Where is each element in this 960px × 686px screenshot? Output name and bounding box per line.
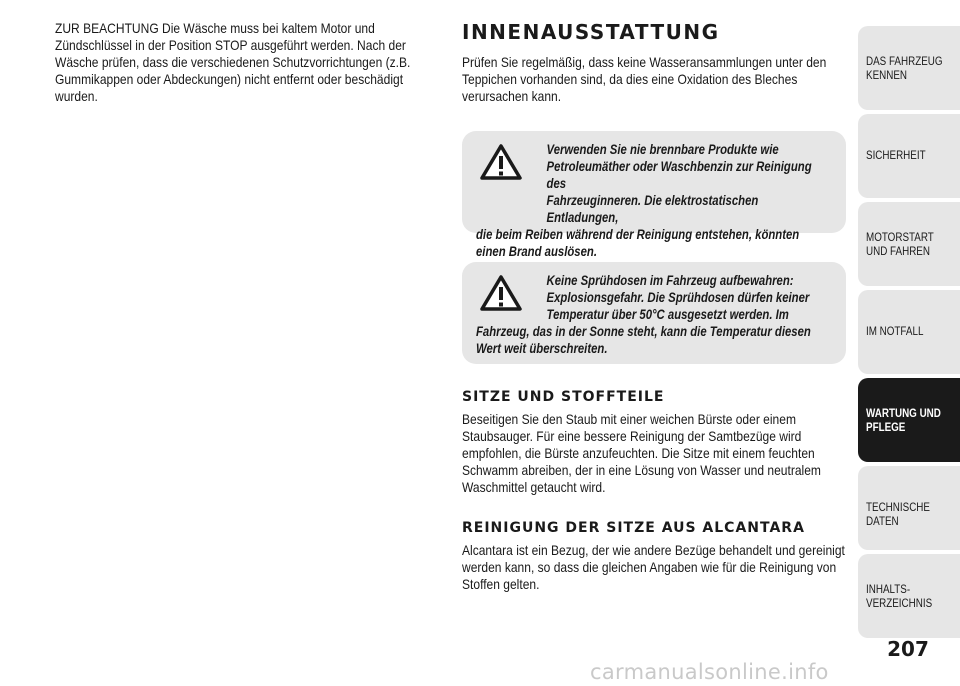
- warning-line: Explosionsgefahr. Die Sprühdosen dürfen keiner: [546, 290, 810, 305]
- tab-wartung-und-pflege[interactable]: [858, 378, 960, 462]
- section-title-interior: INNENAUSSTATTUNG: [462, 20, 720, 44]
- tab-label: SICHERHEIT: [866, 148, 926, 162]
- tab-label: INHALTS-VERZEICHNIS: [866, 582, 933, 610]
- warning-text-spray: [476, 272, 829, 357]
- warning-line: Verwenden Sie nie brennbare Produkte wie: [546, 142, 779, 157]
- page-number: 207: [887, 637, 929, 661]
- tab-label: TECHNISCHE DATEN: [866, 500, 930, 528]
- tab-label: MOTORSTART UND FAHREN: [866, 230, 934, 258]
- warning-line: die beim Reiben während der Reinigung entstehen, könnten einen Brand auslösen.: [476, 227, 800, 259]
- tab-das-fahrzeug-kennen[interactable]: [858, 26, 960, 110]
- warning-line: Temperatur über 50°C ausgesetzt werden. Im: [546, 307, 789, 322]
- warning-text-flammable: [476, 141, 829, 260]
- warning-line: Keine Sprühdosen im Fahrzeug aufbewahren:: [546, 273, 794, 288]
- watermark: carmanualsonline.info: [590, 660, 829, 684]
- note-paragraph: ZUR BEACHTUNG Die Wäsche muss bei kaltem Motor und Zündschlüssel in der Position STOP ausgeführt werden. Nach der Wäsche prüfen, dass die verschiedenen Schutzvorrichtungen (z.B. Gummikappen oder Abdeckungen) nicht entfernt oder beschädigt wurden.: [55, 20, 411, 104]
- alcantara-paragraph: Alcantara ist ein Bezug, der wie andere Bezüge behandelt und gereinigt werden kann, so dass die gleichen Angaben wie für die Reinigung von Stoffen gelten.: [462, 542, 845, 592]
- warning-box-spray: [462, 262, 846, 364]
- alcantara-section: [462, 520, 852, 593]
- tab-label: WARTUNG UND PFLEGE: [866, 406, 941, 434]
- tab-technische-daten[interactable]: [858, 466, 960, 550]
- tab-im-notfall[interactable]: [858, 290, 960, 374]
- interior-paragraph: Prüfen Sie regelmäßig, dass keine Wasseransammlungen unter den Teppichen vorhanden sind, da dies eine Oxidation des Bleches verursachen kann.: [462, 54, 827, 104]
- warning-box-flammable: [462, 131, 846, 259]
- warning-line: Petroleumäther oder Waschbenzin zur Reinigung des: [546, 159, 812, 191]
- warning-line: Fahrzeuginneren. Die elektrostatischen Entladungen,: [546, 193, 759, 225]
- section-title-alcantara: REINIGUNG DER SITZE AUS ALCANTARA: [462, 520, 805, 536]
- tab-label: DAS FAHRZEUG KENNEN: [866, 54, 943, 82]
- warning-line: Fahrzeug, das in der Sonne steht, kann die Temperatur diesen Wert weit überschreiten.: [476, 324, 811, 356]
- tab-label: IM NOTFALL: [866, 324, 924, 338]
- interior-section: [462, 20, 847, 105]
- tab-inhaltsverzeichnis[interactable]: [858, 554, 960, 638]
- seats-section: [462, 389, 852, 496]
- section-title-seats: SITZE UND STOFFTEILE: [462, 389, 665, 405]
- seats-paragraph: Beseitigen Sie den Staub mit einer weichen Bürste oder einem Staubsauger. Für eine bessere Reinigung der Samtbezüge wird empfohlen, die Bürste anzufeuchten. Die Sitze mit einem feuchten Schwamm abreiben, der in eine Lösung von Wasser und neutralem Waschmittel getaucht wird.: [462, 411, 821, 495]
- tab-sicherheit[interactable]: [858, 114, 960, 198]
- tab-motorstart-und-fahren[interactable]: [858, 202, 960, 286]
